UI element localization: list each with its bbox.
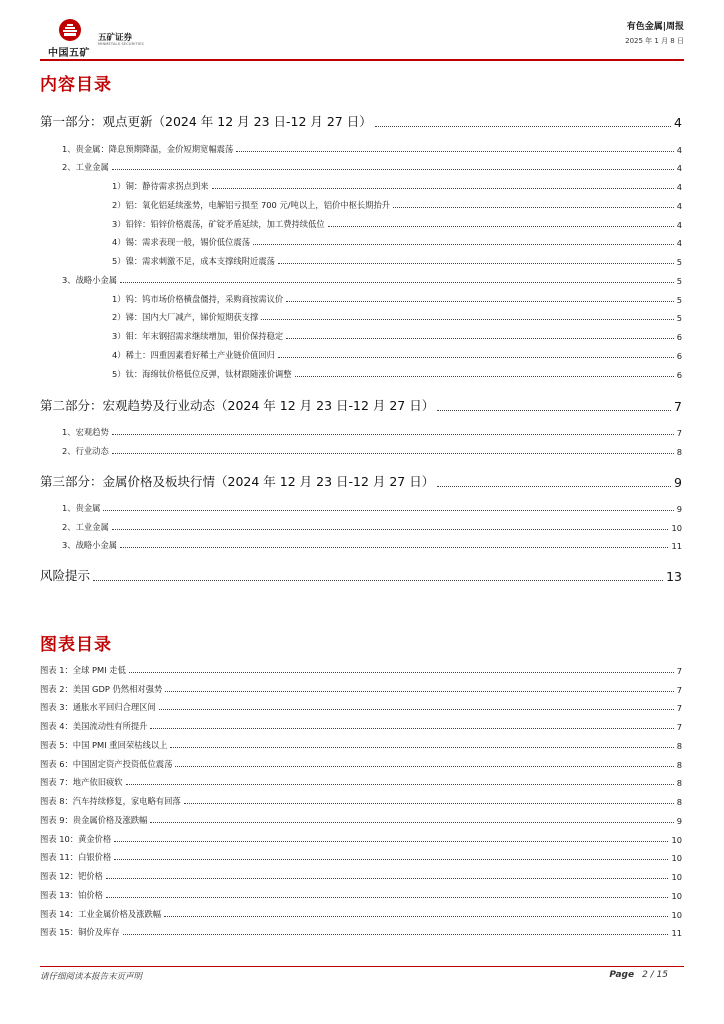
figure-entry[interactable] — [40, 870, 682, 882]
minmetals-emblem-icon — [58, 18, 82, 42]
toc-leader — [106, 896, 668, 898]
toc-page-number: 4 — [674, 115, 682, 130]
page-header — [0, 0, 724, 62]
toc-leader — [103, 509, 673, 511]
figure-entry[interactable] — [40, 664, 682, 676]
figure-page-number: 7 — [676, 722, 682, 732]
toc-leader — [328, 225, 674, 227]
figure-entry[interactable] — [40, 814, 682, 826]
toc-leader — [236, 150, 674, 152]
toc-title: 内容目录 — [40, 75, 112, 95]
figure-entry-label: 图表 4：美国流动性有所提升 — [40, 721, 148, 731]
figure-entry[interactable] — [40, 908, 682, 920]
toc-leader — [159, 708, 674, 710]
figure-entry-label: 图表 7：地产依旧疲软 — [40, 777, 123, 787]
toc-leader — [170, 746, 673, 748]
toc-entry[interactable] — [112, 218, 682, 230]
figure-entry[interactable] — [40, 776, 682, 788]
toc-entry[interactable] — [62, 274, 682, 286]
figure-page-number: 7 — [676, 666, 682, 676]
toc-entry-label: 4）锡：需求表现一般，锡价低位震荡 — [112, 237, 251, 247]
toc-entry-label: 3）铅锌：铅锌价格震荡，矿锭矛盾延续，加工费持续低位 — [112, 219, 325, 229]
securities-english-name: MINMETALS SECURITIES — [98, 42, 144, 46]
toc-page-number: 10 — [671, 523, 682, 533]
toc-page-number: 4 — [676, 220, 682, 230]
securities-name: 五矿证券 — [98, 33, 133, 43]
figure-page-number: 7 — [676, 685, 682, 695]
toc-page-number: 6 — [676, 351, 682, 361]
toc-entry-label: 第二部分：宏观趋势及行业动态（2024 年 12 月 23 日-12 月 27 日） — [40, 398, 435, 413]
toc-leader — [120, 546, 668, 548]
toc-leader — [150, 727, 673, 729]
toc-page-number: 5 — [676, 257, 682, 267]
footer-pagination — [609, 970, 668, 980]
figure-entry[interactable] — [40, 833, 682, 845]
page-label: Page — [609, 970, 635, 980]
figure-entry-label: 图表 10：黄金价格 — [40, 834, 112, 844]
toc-leader — [93, 579, 663, 581]
toc-entry[interactable] — [62, 143, 682, 155]
toc-page-number: 7 — [674, 399, 682, 414]
toc-page-number: 4 — [676, 238, 682, 248]
toc-entry[interactable] — [62, 161, 682, 173]
toc-leader — [295, 375, 674, 377]
figure-entry-label: 图表 13：铂价格 — [40, 890, 103, 900]
toc-leader — [393, 206, 674, 208]
toc-entry-label: 2）铝：氧化铝延续涨势，电解铝亏损至 700 元/吨以上，铝价中枢长期抬升 — [112, 200, 391, 210]
figure-page-number: 10 — [671, 891, 682, 901]
toc-leader — [212, 187, 674, 189]
toc-entry[interactable] — [112, 180, 682, 192]
toc-page-number: 5 — [676, 313, 682, 323]
figure-page-number: 8 — [676, 797, 682, 807]
toc-entry-label: 3、战略小金属 — [62, 540, 118, 550]
toc-leader — [114, 840, 668, 842]
figure-entry[interactable] — [40, 758, 682, 770]
toc-page-number: 5 — [676, 276, 682, 286]
report-type: 有色金属|周报 — [626, 22, 684, 32]
figure-entry-label: 图表 6：中国固定资产投资低位震荡 — [40, 759, 173, 769]
figure-page-number: 9 — [676, 816, 682, 826]
figure-page-number: 8 — [676, 778, 682, 788]
toc-entry[interactable] — [112, 199, 682, 211]
figure-entry-label: 图表 15：铜价及库存 — [40, 927, 120, 937]
figure-entry[interactable] — [40, 739, 682, 751]
toc-page-number: 9 — [676, 504, 682, 514]
toc-entry[interactable] — [112, 349, 682, 361]
toc-leader — [112, 452, 674, 454]
toc-entry[interactable] — [62, 502, 682, 514]
toc-entry-label: 1）铜：静待需求拐点到来 — [112, 181, 209, 191]
toc-entry[interactable] — [112, 311, 682, 323]
toc-page-number: 9 — [674, 475, 682, 490]
toc-entry[interactable] — [62, 426, 682, 438]
toc-leader — [112, 433, 674, 435]
toc-entry-label: 4）稀土：四重因素看好稀土产业链价值回归 — [112, 350, 275, 360]
toc-leader — [126, 783, 674, 785]
toc-entry-label: 5）钛：海绵钛价格低位反弹，钛材跟随涨价调整 — [112, 369, 292, 379]
figure-entry[interactable] — [40, 720, 682, 732]
figure-page-number: 7 — [676, 703, 682, 713]
toc-page-number: 6 — [676, 332, 682, 342]
toc-leader — [114, 858, 668, 860]
figure-entry-label: 图表 3：通胀水平回归合理区间 — [40, 702, 156, 712]
toc-page-number: 5 — [676, 295, 682, 305]
figure-entry-label: 图表 1：全球 PMI 走低 — [40, 665, 126, 675]
figure-entry-label: 图表 12：钯价格 — [40, 871, 103, 881]
figure-entry[interactable] — [40, 701, 682, 713]
toc-leader — [123, 933, 669, 935]
toc-part2[interactable] — [40, 396, 682, 414]
toc-entry[interactable] — [112, 255, 682, 267]
toc-entry[interactable] — [112, 330, 682, 342]
footer-divider — [40, 966, 684, 967]
toc-entry-label: 1）钨：钨市场价格横盘僵持，采购商按需议价 — [112, 294, 284, 304]
toc-entry[interactable] — [62, 539, 682, 551]
figure-entry[interactable] — [40, 851, 682, 863]
figure-entry-label: 图表 5：中国 PMI 重回荣枯线以上 — [40, 740, 168, 750]
figure-entry-label: 图表 11：白银价格 — [40, 852, 112, 862]
figure-entry-label: 图表 8：汽车持续修复，家电略有回落 — [40, 796, 181, 806]
toc-entry-label: 1、贵金属：降息预期降温，金价短期宽幅震荡 — [62, 144, 234, 154]
company-name: 中国五矿 — [48, 48, 90, 59]
toc-leader — [286, 300, 674, 302]
toc-entry-label: 1、宏观趋势 — [62, 427, 109, 437]
toc-part3[interactable] — [40, 472, 682, 490]
toc-leader — [112, 528, 669, 530]
toc-entry-label: 3、战略小金属 — [62, 275, 118, 285]
toc-page-number: 4 — [676, 201, 682, 211]
toc-page-number: 13 — [666, 569, 682, 584]
footer-disclaimer: 请仔细阅读本报告末页声明 — [40, 972, 143, 982]
toc-leader — [112, 168, 674, 170]
figure-entry[interactable] — [40, 926, 682, 938]
toc-leader — [150, 821, 673, 823]
header-divider — [40, 59, 684, 61]
toc-entry-label: 2、工业金属 — [62, 522, 109, 532]
figure-entry-label: 图表 2：美国 GDP 仍然相对强势 — [40, 684, 163, 694]
toc-page-number: 4 — [676, 145, 682, 155]
toc-entry-label: 2、工业金属 — [62, 162, 109, 172]
toc-leader — [164, 915, 668, 917]
figure-page-number: 10 — [671, 910, 682, 920]
toc-entry-label: 第一部分：观点更新（2024 年 12 月 23 日-12 月 27 日） — [40, 114, 372, 129]
toc-leader — [184, 802, 674, 804]
toc-entry-label: 2、行业动态 — [62, 446, 109, 456]
toc-entry-label: 3）钼：年末钢招需求继续增加，钼价保持稳定 — [112, 331, 284, 341]
toc-entry[interactable] — [112, 293, 682, 305]
figure-entry[interactable] — [40, 795, 682, 807]
toc-part1[interactable] — [40, 112, 682, 130]
toc-leader — [278, 262, 674, 264]
toc-entry-label: 1、贵金属 — [62, 503, 101, 513]
toc-leader — [165, 690, 673, 692]
figures-title: 图表目录 — [40, 635, 112, 655]
toc-leader — [175, 765, 673, 767]
toc-leader — [129, 671, 674, 673]
toc-leader — [106, 877, 668, 879]
toc-page-number: 7 — [676, 428, 682, 438]
figure-entry[interactable] — [40, 889, 682, 901]
toc-risk[interactable] — [40, 566, 682, 584]
toc-leader — [278, 356, 674, 358]
figure-page-number: 8 — [676, 760, 682, 770]
report-date: 2025 年 1 月 8 日 — [625, 37, 684, 45]
figure-page-number: 11 — [671, 928, 682, 938]
figure-entry-label: 图表 9：贵金属价格及涨跌幅 — [40, 815, 148, 825]
toc-entry-label: 2）锑：国内大厂减产，锑价短期获支撑 — [112, 312, 259, 322]
toc-leader — [286, 337, 674, 339]
toc-entry[interactable] — [62, 521, 682, 533]
toc-entry[interactable] — [112, 368, 682, 380]
figure-page-number: 10 — [671, 853, 682, 863]
toc-page-number: 8 — [676, 447, 682, 457]
toc-entry[interactable] — [62, 445, 682, 457]
figure-page-number: 10 — [671, 872, 682, 882]
figure-page-number: 10 — [671, 835, 682, 845]
toc-entry-label: 第三部分：金属价格及板块行情（2024 年 12 月 23 日-12 月 27 日） — [40, 474, 435, 489]
figure-entry[interactable] — [40, 683, 682, 695]
toc-page-number: 11 — [671, 541, 682, 551]
page-number: 2 / 15 — [642, 970, 668, 980]
toc-page-number: 4 — [676, 182, 682, 192]
toc-leader — [120, 281, 674, 283]
toc-leader — [437, 409, 671, 411]
figure-entry-label: 图表 14：工业金属价格及涨跌幅 — [40, 909, 162, 919]
toc-leader — [253, 243, 674, 245]
toc-entry[interactable] — [112, 236, 682, 248]
toc-leader — [261, 318, 673, 320]
toc-leader — [375, 125, 671, 127]
toc-entry-label: 风险提示 — [40, 568, 91, 583]
toc-page-number: 4 — [676, 163, 682, 173]
figure-page-number: 8 — [676, 741, 682, 751]
toc-entry-label: 5）镍：需求刺激不足，成本支撑线附近震荡 — [112, 256, 275, 266]
toc-page-number: 6 — [676, 370, 682, 380]
toc-leader — [437, 485, 671, 487]
